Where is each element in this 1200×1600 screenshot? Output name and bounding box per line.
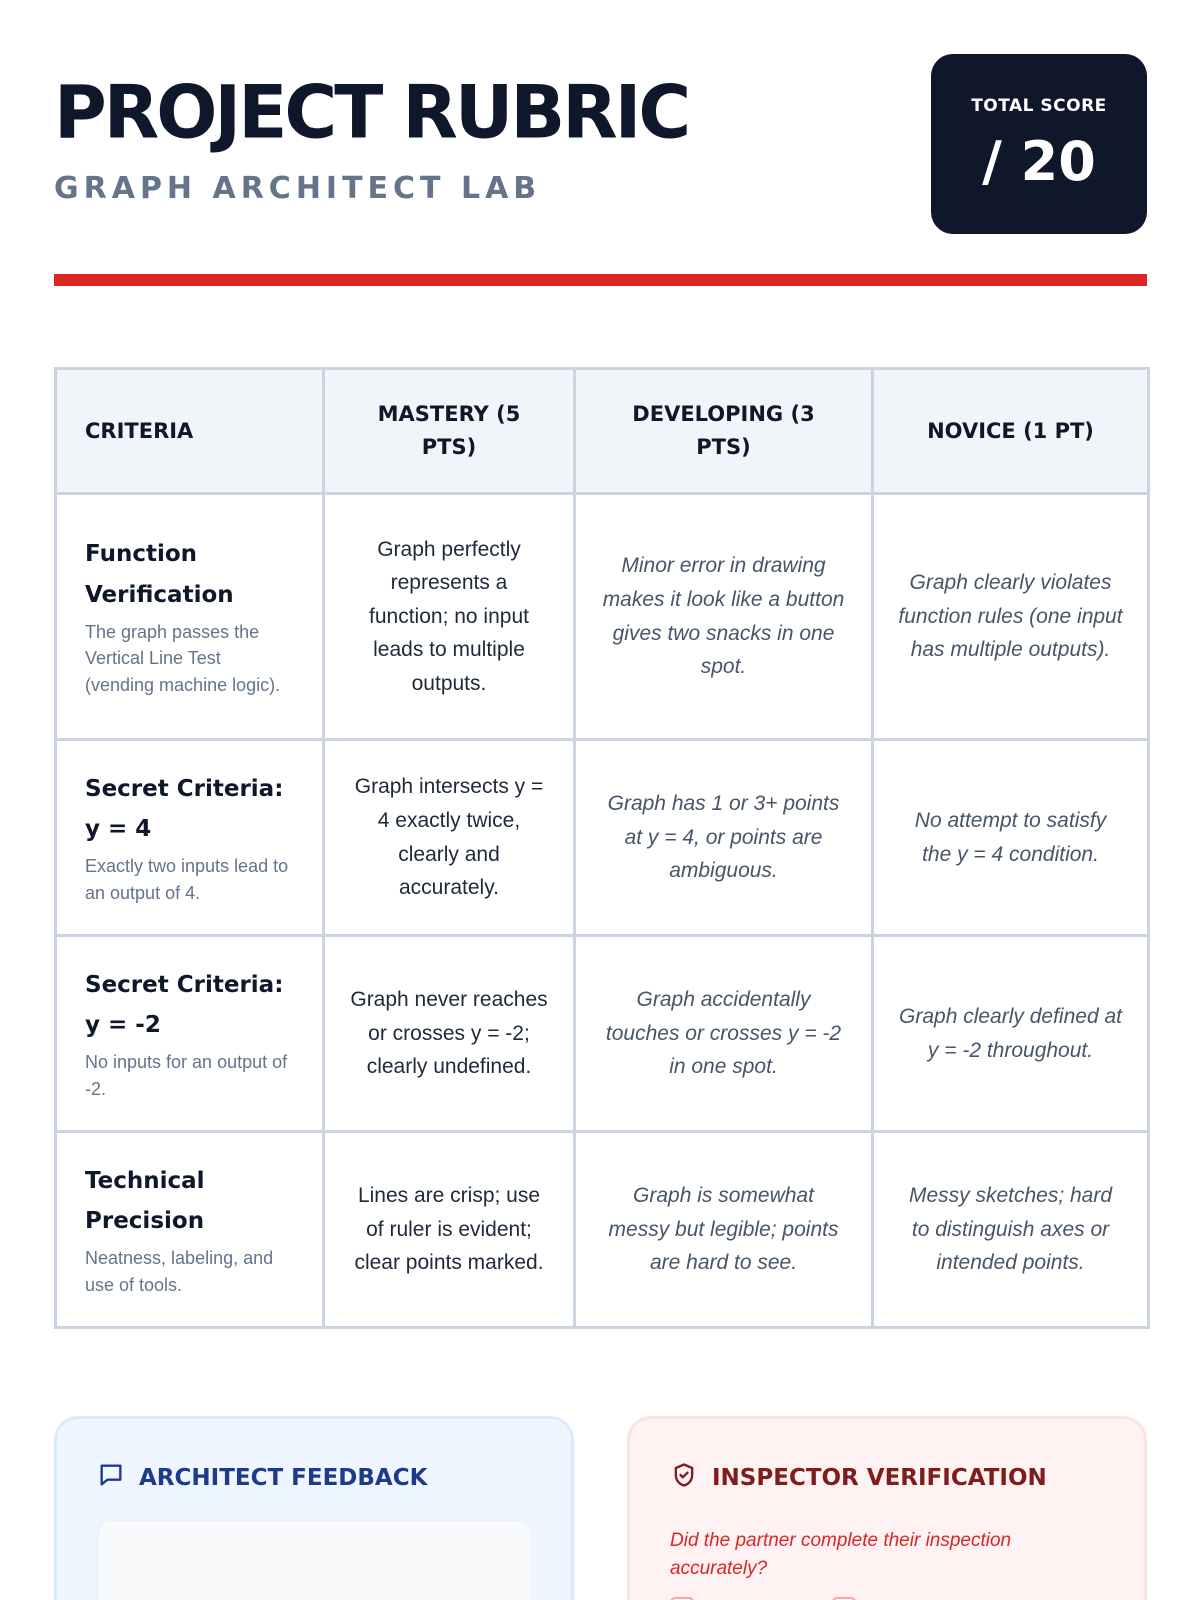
criteria-description: The graph passes the Vertical Line Test (vending machine logic).: [85, 621, 281, 696]
criteria-title: Secret Criteria: y = 4: [85, 775, 284, 842]
criteria-description: No inputs for an output of -2.: [85, 1052, 288, 1099]
novice-cell: Graph clearly defined at y = -2 throughout.: [873, 936, 1149, 1132]
developing-cell: Minor error in drawing makes it look like a button gives two snacks in one spot.: [575, 494, 873, 740]
mastery-cell: Lines are crisp; use of ruler is evident; clear points marked.: [324, 1132, 575, 1328]
inspector-question: Did the partner complete their inspection accurately?: [670, 1530, 1012, 1579]
page-header: [54, 54, 1147, 234]
criteria-description: Exactly two inputs lead to an output of 4.: [85, 856, 289, 903]
page-title: PROJECT RUBRIC: [54, 68, 689, 156]
architect-feedback-title: ARCHITECT FEEDBACK: [139, 1465, 428, 1491]
mastery-cell: Graph never reaches or crosses y = -2; clearly undefined.: [324, 936, 575, 1132]
novice-cell: Messy sketches; hard to distinguish axes or intended points.: [873, 1132, 1149, 1328]
header-criteria: CRITERIA: [56, 369, 324, 494]
header-mastery: MASTERY (5 PTS): [324, 369, 575, 494]
inspector-verification-title: INSPECTOR VERIFICATION: [712, 1465, 1047, 1491]
chat-bubble-icon: [97, 1461, 125, 1495]
criteria-description: Neatness, labeling, and use of tools.: [85, 1248, 274, 1295]
developing-cell: Graph is somewhat messy but legible; points are hard to see.: [575, 1132, 873, 1328]
developing-cell: Graph has 1 or 3+ points at y = 4, or points are ambiguous.: [575, 740, 873, 936]
mastery-cell: Graph perfectly represents a function; no input leads to multiple outputs.: [324, 494, 575, 740]
shield-check-icon: [670, 1461, 698, 1495]
inspector-verification-panel: [627, 1416, 1147, 1600]
inspector-verification-header: [670, 1461, 1047, 1495]
novice-cell: Graph clearly violates function rules (one input has multiple outputs).: [873, 494, 1149, 740]
table-row: [56, 936, 1149, 1132]
table-row: [56, 1132, 1149, 1328]
table-row: [56, 740, 1149, 936]
header-divider: [54, 274, 1147, 286]
total-score-label: TOTAL SCORE: [971, 96, 1107, 116]
developing-cell: Graph accidentally touches or crosses y = -2 in one spot.: [575, 936, 873, 1132]
criteria-cell: [56, 1132, 324, 1328]
criteria-cell: [56, 936, 324, 1132]
header-novice: NOVICE (1 PT): [873, 369, 1149, 494]
rubric-table: [54, 367, 1150, 1329]
criteria-cell: [56, 494, 324, 740]
architect-feedback-panel: [54, 1416, 574, 1600]
criteria-title: Technical Precision: [85, 1167, 205, 1234]
table-row: [56, 494, 1149, 740]
architect-feedback-header: [97, 1461, 427, 1495]
total-score-value: / 20: [982, 130, 1096, 193]
page-subtitle: GRAPH ARCHITECT LAB: [54, 171, 542, 206]
feedback-textarea[interactable]: [97, 1519, 533, 1600]
rubric-header-row: [56, 369, 1149, 494]
criteria-title: Secret Criteria: y = -2: [85, 971, 284, 1038]
criteria-title: Function Verification: [85, 541, 234, 608]
mastery-cell: Graph intersects y = 4 exactly twice, clearly and accurately.: [324, 740, 575, 936]
criteria-cell: [56, 740, 324, 936]
novice-cell: No attempt to satisfy the y = 4 condition.: [873, 740, 1149, 936]
total-score-box: [931, 54, 1147, 234]
header-developing: DEVELOPING (3 PTS): [575, 369, 873, 494]
